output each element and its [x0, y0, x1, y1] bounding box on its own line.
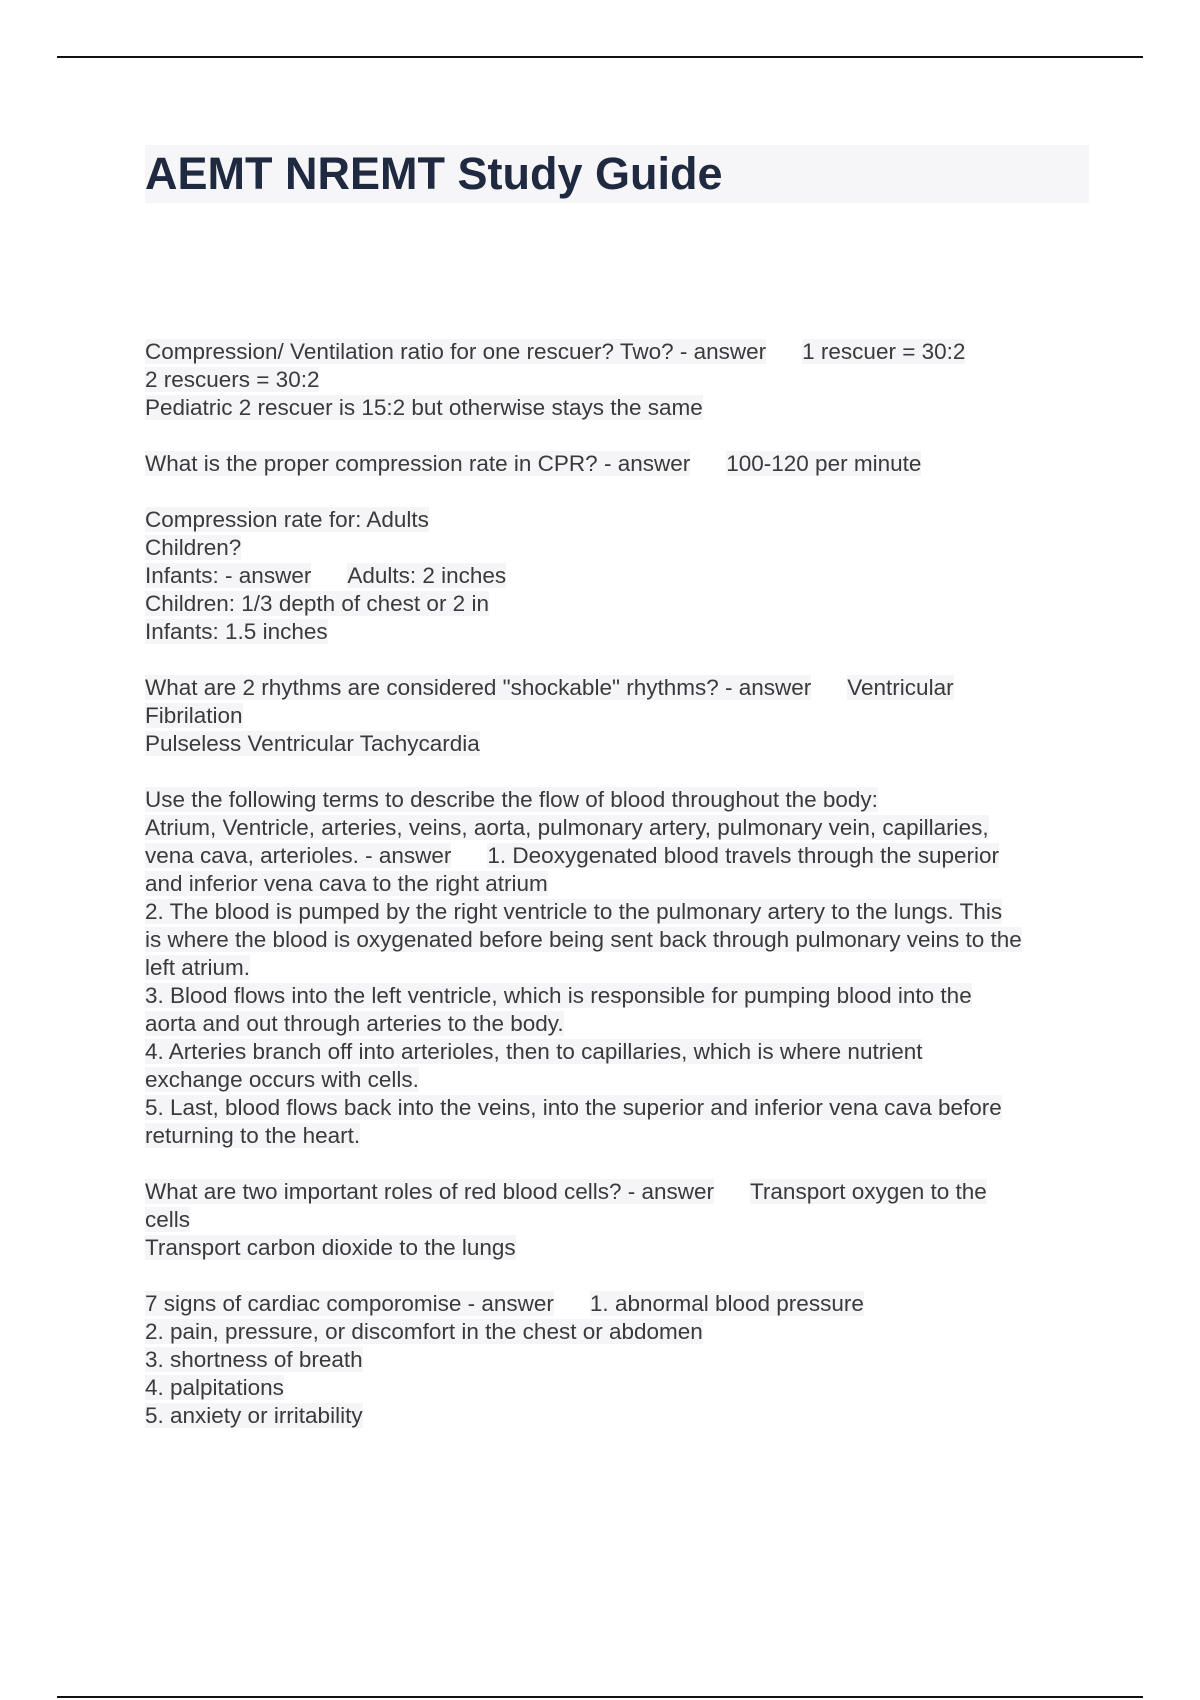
question-text: vena cava, arterioles.	[145, 843, 359, 868]
answer-line: Fibrilation	[145, 703, 243, 728]
bottom-rule	[57, 1696, 1143, 1698]
answer-line: 2. The blood is pumped by the right ventricle to the pulmonary artery to the lungs. This	[145, 899, 1003, 924]
answer-line: 4. Arteries branch off into arterioles, then to capillaries, which is where nutrient	[145, 1039, 923, 1064]
qa-item	[145, 786, 1105, 1150]
answer-text: 1. Deoxygenated blood travels through the superior	[487, 843, 999, 868]
answer-line: Children: 1/3 depth of chest or 2 in	[145, 591, 489, 616]
answer-line: left atrium.	[145, 955, 251, 980]
qa-line	[145, 450, 1105, 478]
answer-line: 3. shortness of breath	[145, 1347, 363, 1372]
qa-line	[145, 1290, 1105, 1318]
answer-line: 4. palpitations	[145, 1375, 284, 1400]
question-line: Use the following terms to describe the flow of blood throughout the body:	[145, 787, 878, 812]
answer-text: Transport oxygen to the	[750, 1179, 987, 1204]
answer-line: 2. pain, pressure, or discomfort in the chest or abdomen	[145, 1319, 703, 1344]
question-text: Compression/ Ventilation ratio for one rescuer? Two?	[145, 339, 674, 364]
answer-line: Transport carbon dioxide to the lungs	[145, 1235, 516, 1260]
answer-separator: - answer	[597, 451, 691, 476]
qa-line	[145, 674, 1105, 702]
answer-line: cells	[145, 1207, 191, 1232]
answer-separator: - answer	[718, 675, 812, 700]
qa-item	[145, 338, 1105, 422]
answer-line: and inferior vena cava to the right atrium	[145, 871, 548, 896]
question-text: What are 2 rhythms are considered "shockable" rhythms?	[145, 675, 719, 700]
answer-line: 5. Last, blood flows back into the veins, into the superior and inferior vena cava before	[145, 1095, 1002, 1120]
answer-line: 5. anxiety or irritability	[145, 1403, 363, 1428]
qa-item	[145, 506, 1105, 646]
top-rule	[57, 56, 1143, 58]
answer-line: returning to the heart.	[145, 1123, 361, 1148]
answer-line: 2 rescuers = 30:2	[145, 367, 320, 392]
qa-item	[145, 1178, 1105, 1262]
qa-line	[145, 338, 1105, 366]
qa-line	[145, 562, 1105, 590]
answer-separator: - answer	[673, 339, 767, 364]
answer-line: aorta and out through arteries to the body.	[145, 1011, 564, 1036]
answer-line: 3. Blood flows into the left ventricle, which is responsible for pumping blood into the	[145, 983, 972, 1008]
answer-line: is where the blood is oxygenated before being sent back through pulmonary veins to the	[145, 927, 1022, 952]
qa-line	[145, 1178, 1105, 1206]
answer-line: exchange occurs with cells.	[145, 1067, 419, 1092]
answer-line: Pediatric 2 rescuer is 15:2 but otherwise stays the same	[145, 395, 703, 420]
answer-separator: - answer	[621, 1179, 715, 1204]
answer-text: 100-120 per minute	[726, 451, 922, 476]
answer-text: 1. abnormal blood pressure	[589, 1291, 864, 1316]
qa-content	[145, 338, 1105, 1458]
answer-separator: - answer	[358, 843, 452, 868]
answer-line: Infants: 1.5 inches	[145, 619, 328, 644]
question-text: 7 signs of cardiac comporomise	[145, 1291, 462, 1316]
question-text: What is the proper compression rate in CPR?	[145, 451, 598, 476]
answer-text: 1 rescuer = 30:2	[802, 339, 966, 364]
qa-item	[145, 674, 1105, 758]
document-title: AEMT NREMT Study Guide	[145, 148, 723, 199]
answer-line: Pulseless Ventricular Tachycardia	[145, 731, 480, 756]
question-line: Atrium, Ventricle, arteries, veins, aorta, pulmonary artery, pulmonary vein, capillaries,	[145, 815, 989, 840]
qa-item	[145, 1290, 1105, 1430]
answer-text: Ventricular	[847, 675, 954, 700]
qa-line	[145, 842, 1105, 870]
question-line: Compression rate for: Adults	[145, 507, 429, 532]
question-text: What are two important roles of red blood cells?	[145, 1179, 622, 1204]
answer-separator: - answer	[461, 1291, 554, 1316]
question-text: Infants:	[145, 563, 219, 588]
qa-item	[145, 450, 1105, 478]
answer-separator: - answer	[218, 563, 312, 588]
answer-text: Adults: 2 inches	[347, 563, 507, 588]
question-line: Children?	[145, 535, 242, 560]
